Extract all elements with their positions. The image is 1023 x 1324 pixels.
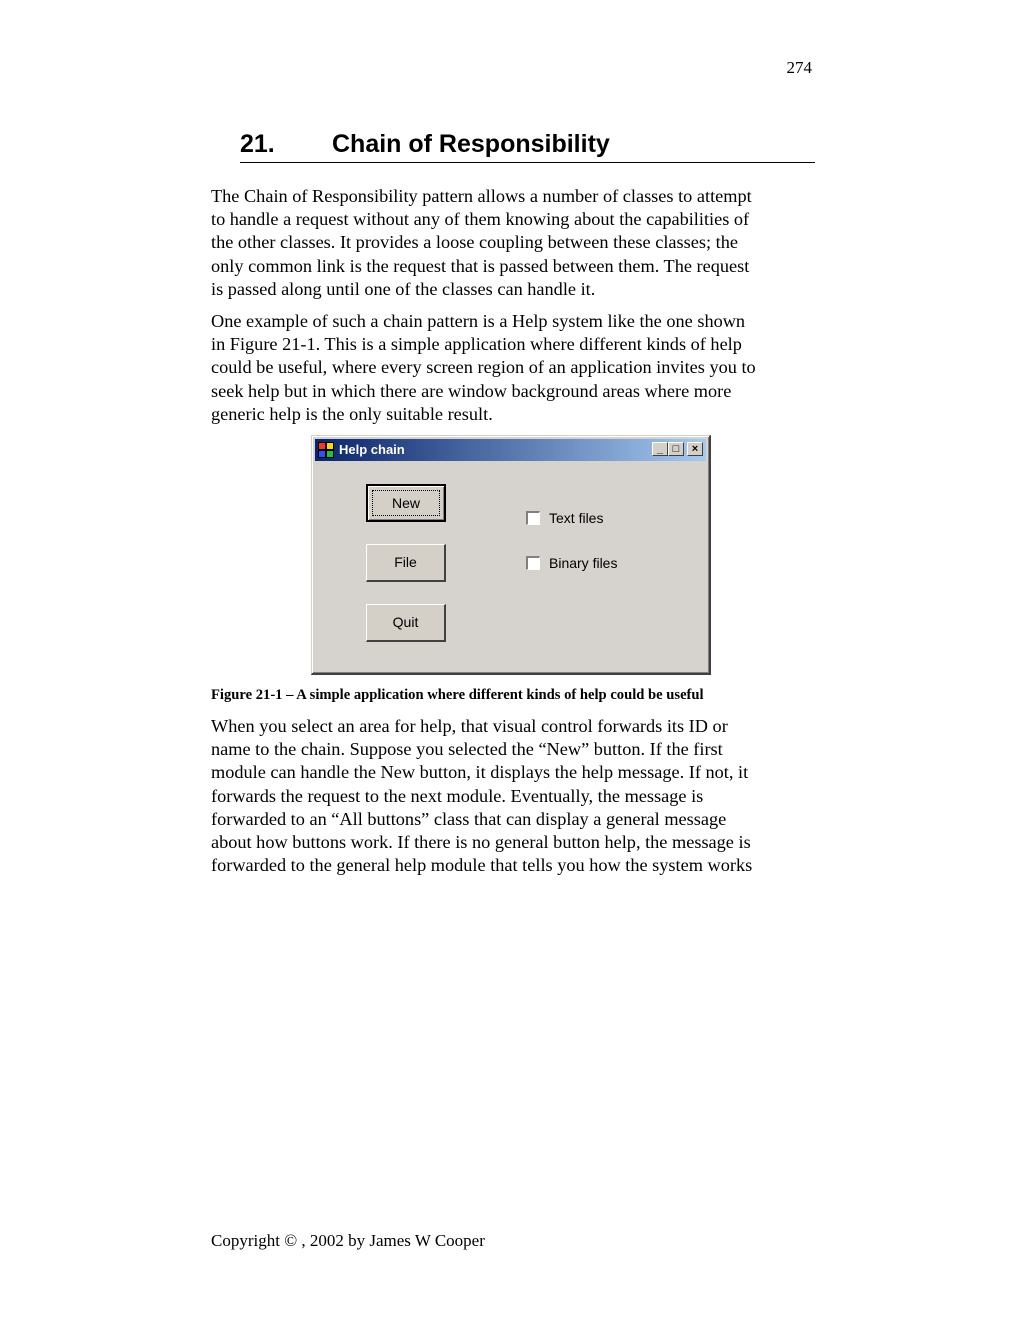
text-line: generic help is the only suitable result. [211,403,493,424]
new-button[interactable] [366,484,446,522]
text-line: in Figure 21-1. This is a simple application where different kinds of help [211,334,742,355]
checkbox-box[interactable] [526,511,540,525]
text-line: One example of such a chain pattern is a Help system like the one shown [211,311,746,331]
help-chain-window [311,435,711,675]
text-line: name to the chain. Suppose you selected the “New” button. If the first [211,739,723,760]
page-number: 274 [786,58,812,77]
text-line: forwards the request to the next module. Eventually, the message is [211,785,704,806]
copyright-footer: Copyright © , 2002 by James W Cooper [211,1231,485,1250]
checkbox-label: Text files [549,510,604,526]
text-line: could be useful, where every screen region of an application invites you to [211,357,756,378]
chapter-title: Chain of Responsibility [332,130,610,158]
chapter-heading [240,128,815,163]
text-line: The Chain of Responsibility pattern allows a number of classes to attempt [211,186,752,206]
file-button-label: File [394,554,417,570]
text-line: the other classes. It provides a loose coupling between these classes; the [211,232,738,253]
text-line: forwarded to an “All buttons” class that can display a general message [211,808,727,829]
file-button[interactable] [366,544,446,582]
figure-caption: Figure 21-1 – A simple application where different kinds of help could be useful [211,687,704,703]
text-line: seek help but in which there are window background areas where more [211,380,732,401]
text-line: forwarded to the general help module that tells you how the system works [211,855,753,876]
quit-button-label: Quit [392,614,419,630]
window-title: Help chain [339,442,405,457]
text-line: is passed along until one of the classes can handle it. [211,278,596,299]
app-icon [318,442,334,458]
close-icon[interactable]: × [687,442,703,456]
chapter-number: 21. [240,130,275,158]
paragraph-explanation [211,715,811,877]
checkbox-label: Binary files [549,555,618,571]
quit-button[interactable] [366,604,446,642]
paragraph-intro [211,185,811,301]
new-button-label: New [391,495,420,511]
maximize-icon[interactable]: □ [668,442,684,456]
checkbox-box[interactable] [526,556,540,570]
text-line: about how buttons work. If there is no general button help, the message is [211,832,751,853]
minimize-icon[interactable]: _ [652,442,668,456]
paragraph-example [211,310,811,426]
text-line: to handle a request without any of them knowing about the capabilities of [211,209,750,230]
text-line: only common link is the request that is passed between them. The request [211,255,750,276]
window-titlebar[interactable] [315,439,706,461]
text-line: module can handle the New button, it displays the help message. If not, it [211,762,749,783]
text-line: When you select an area for help, that visual control forwards its ID or [211,716,728,736]
